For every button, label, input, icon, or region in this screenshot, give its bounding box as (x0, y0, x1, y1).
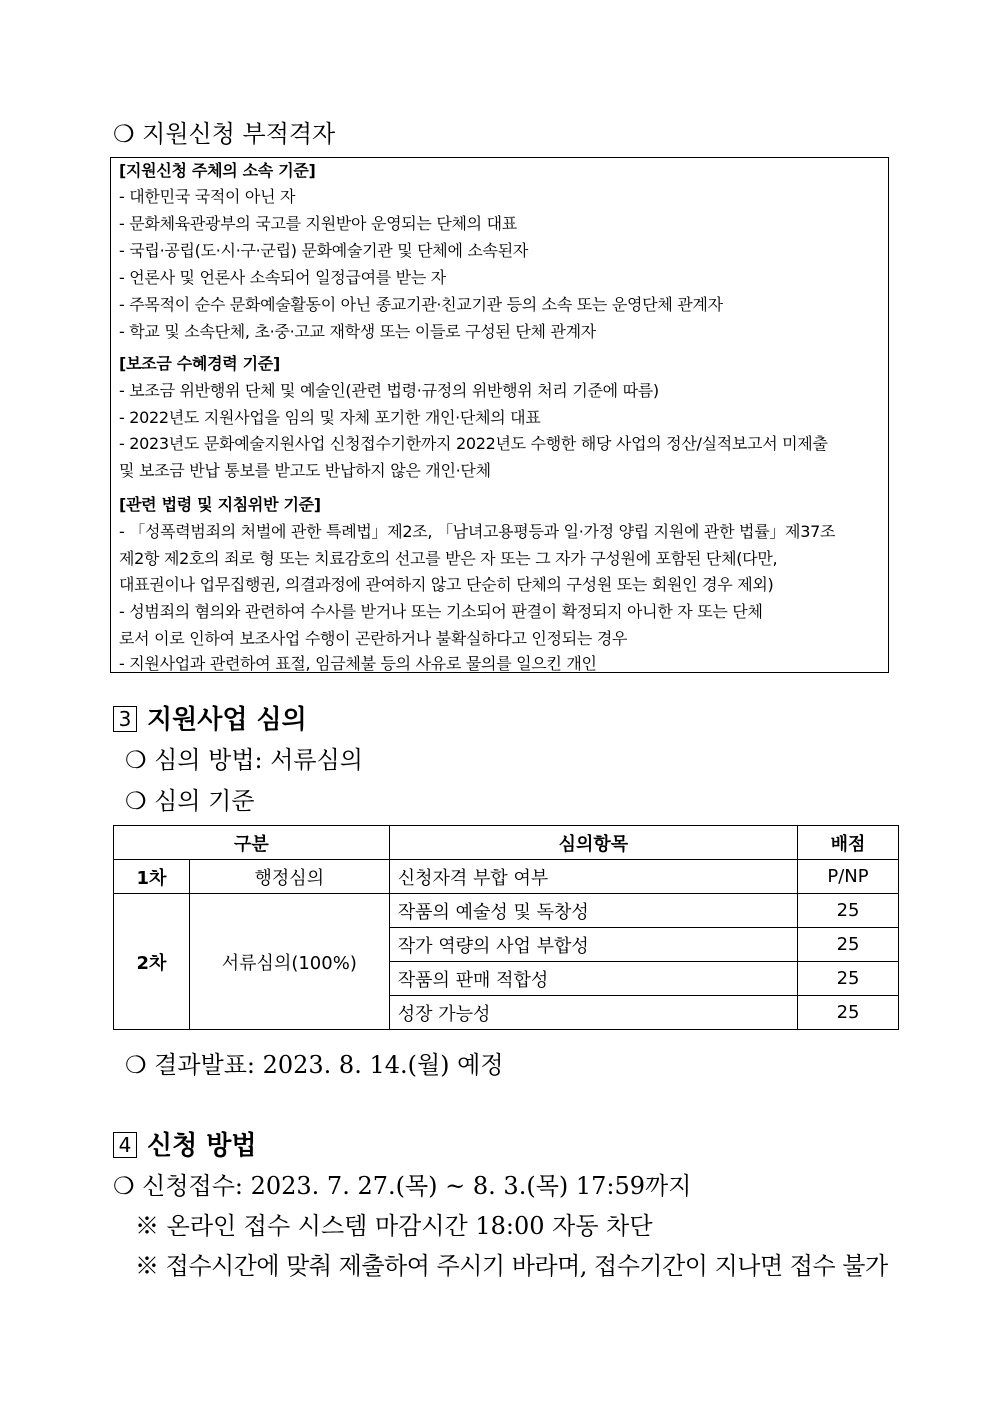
score-cell: 25 (798, 928, 899, 962)
item-cell: 작품의 예술성 및 독창성 (389, 894, 797, 928)
list-item: 제2항 제2호의 죄로 형 또는 치료감호의 선고를 받은 자 또는 그 자가 구성원에 포함된 단체(다만, (119, 549, 778, 568)
group-title: [지원신청 주체의 소속 기준] (119, 161, 316, 180)
review-criteria-table (113, 825, 899, 1030)
review-method: ❍ 심의 방법: 서류심의 (125, 746, 363, 774)
list-item: - 국립·공립(도·시·구·군립) 문화예술기관 및 단체에 소속된자 (119, 241, 529, 260)
list-item: - 2023년도 문화예술지원사업 신청접수기한까지 2022년도 수행한 해당 사업의 정산/실적보고서 미제출 (119, 434, 828, 453)
type-cell: 서류심의(100%) (189, 894, 389, 1030)
list-item: 및 보조금 반납 통보를 받고도 반납하지 않은 개인·단체 (119, 461, 491, 480)
score-cell: 25 (798, 996, 899, 1030)
review-criteria-label: ❍ 심의 기준 (125, 787, 255, 815)
item-cell: 작품의 판매 적합성 (389, 962, 797, 996)
list-item: - 문화체육관광부의 국고를 지원받아 운영되는 단체의 대표 (119, 214, 517, 233)
section-title-text: 신청 방법 (147, 1131, 257, 1161)
section4-title (113, 1125, 257, 1162)
ineligible-heading: ❍ 지원신청 부적격자 (113, 120, 336, 148)
header-item: 심의항목 (389, 826, 797, 860)
section-number: 3 (113, 706, 137, 732)
list-item: - 성범죄의 혐의와 관련하여 수사를 받거나 또는 기소되어 판결이 확정되지 아니한 자 또는 단체 (119, 602, 763, 621)
note-deadline: ※ 온라인 접수 시스템 마감시간 18:00 자동 차단 (135, 1212, 653, 1240)
list-item: - 지원사업과 관련하여 표절, 임금체불 등의 사유로 물의를 일으킨 개인 (119, 654, 597, 673)
list-item: - 보조금 위반행위 단체 및 예술인(관련 법령·규정의 위반행위 처리 기준에 따름) (119, 381, 659, 400)
list-item: 대표권이나 업무집행권, 의결과정에 관여하지 않고 단순히 단체의 구성원 또는 회원인 경우 제외) (119, 575, 774, 594)
group-title: [관련 법령 및 지침위반 기준] (119, 495, 321, 514)
application-period: ❍ 신청접수: 2023. 7. 27.(목) ~ 8. 3.(목) 17:59까지 (113, 1172, 692, 1200)
list-item: - 대한민국 국적이 아닌 자 (119, 187, 296, 206)
list-item: - 언론사 및 언론사 소속되어 일정급여를 받는 자 (119, 268, 446, 287)
note-submission: ※ 접수시간에 맞춰 제출하여 주시기 바라며, 접수기간이 지나면 접수 불가 (135, 1252, 888, 1280)
section-number: 4 (113, 1132, 137, 1158)
list-item: 로서 이로 인하여 보조사업 수행이 곤란하거나 불확실하다고 인정되는 경우 (119, 629, 628, 648)
score-cell: 25 (798, 894, 899, 928)
stage-cell: 2차 (114, 894, 190, 1030)
list-item: - 2022년도 지원사업을 임의 및 자체 포기한 개인·단체의 대표 (119, 408, 541, 427)
item-cell: 성장 가능성 (389, 996, 797, 1030)
list-item: - 주목적이 순수 문화예술활동이 아닌 종교기관·친교기관 등의 소속 또는 운영단체 관계자 (119, 295, 723, 314)
score-cell: 25 (798, 962, 899, 996)
stage-cell: 1차 (114, 860, 190, 894)
ineligible-criteria-box (110, 157, 889, 673)
header-score: 배점 (798, 826, 899, 860)
list-item: - 학교 및 소속단체, 초·중·고교 재학생 또는 이들로 구성된 단체 관계자 (119, 322, 596, 341)
section-title-text: 지원사업 심의 (147, 705, 307, 735)
result-announcement: ❍ 결과발표: 2023. 8. 14.(월) 예정 (125, 1051, 504, 1079)
item-cell: 작가 역량의 사업 부합성 (389, 928, 797, 962)
group-title: [보조금 수혜경력 기준] (119, 354, 280, 373)
type-cell: 행정심의 (189, 860, 389, 894)
table-row (114, 860, 899, 894)
table-header-row (114, 826, 899, 860)
table-row (114, 894, 899, 928)
header-category: 구분 (114, 826, 390, 860)
score-cell: P/NP (798, 860, 899, 894)
item-cell: 신청자격 부합 여부 (389, 860, 797, 894)
section3-title (113, 699, 307, 736)
list-item: - 「성폭력범죄의 처벌에 관한 특례법」제2조, 「남녀고용평등과 일·가정 양립 지원에 관한 법률」제37조 (119, 522, 836, 541)
